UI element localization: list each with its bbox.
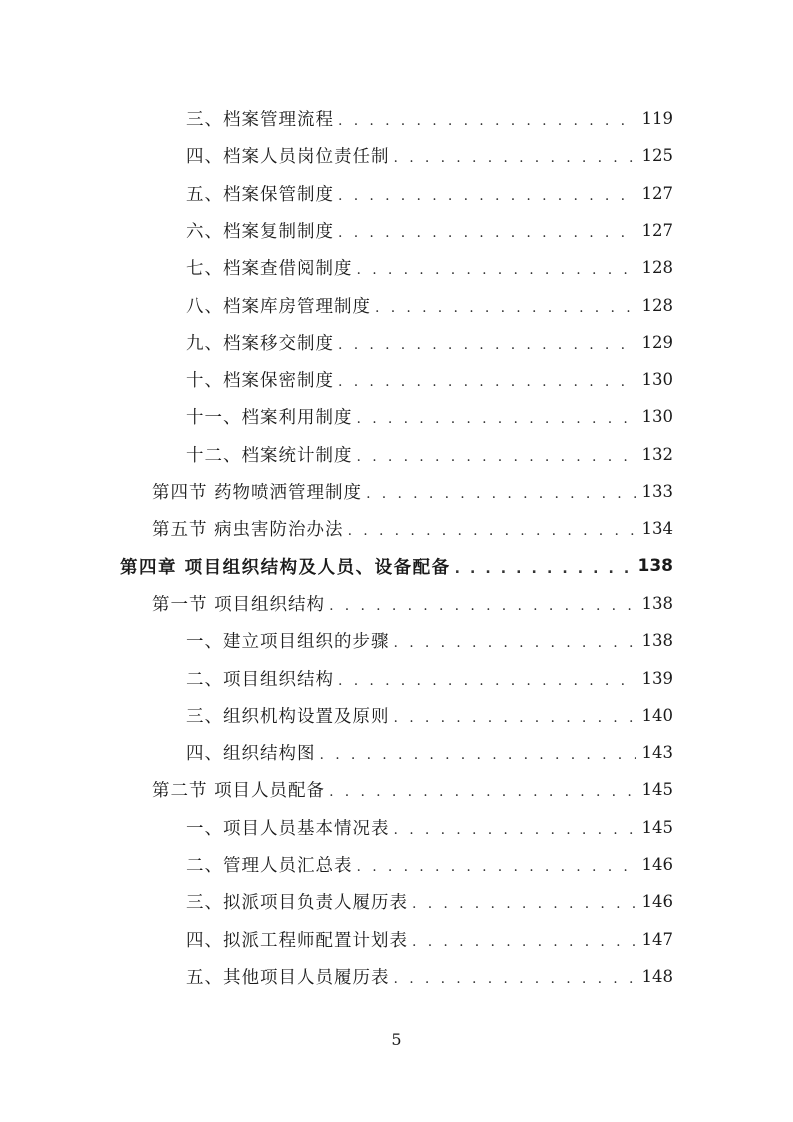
toc-entry-page: 125 (641, 146, 673, 166)
toc-entry-title: 九、档案移交制度 (186, 333, 334, 354)
toc-entry-title: 七、档案查借阅制度 (186, 259, 353, 280)
dot-leader (320, 743, 636, 762)
toc-entry-title: 二、管理人员汇总表 (186, 856, 353, 876)
dot-leader (338, 184, 636, 203)
toc-entry-page: 130 (641, 407, 673, 427)
toc-entry-page: 138 (641, 593, 673, 613)
toc-entry[interactable] (186, 324, 673, 361)
dot-leader (357, 445, 636, 464)
toc-entry-page: 129 (641, 332, 673, 352)
dot-leader (455, 557, 632, 576)
toc-entry-title: 十、档案保密制度 (186, 371, 334, 392)
toc-entry-page: 128 (641, 258, 673, 278)
dot-leader (375, 296, 636, 315)
toc-entry-page: 128 (641, 295, 673, 315)
dot-leader (338, 370, 636, 389)
toc-entry-page: 138 (637, 556, 673, 577)
dot-leader (338, 221, 636, 240)
dot-leader (338, 109, 636, 128)
toc-entry-page: 146 (641, 892, 673, 912)
dot-leader (394, 706, 636, 725)
toc-entry-page: 146 (641, 855, 673, 874)
toc-entry[interactable] (186, 697, 673, 734)
dot-leader (412, 892, 636, 911)
toc-entry-page: 132 (641, 444, 673, 464)
toc-entry-title: 五、其他项目人员履历表 (186, 967, 390, 988)
toc-entry-page: 133 (641, 482, 673, 501)
toc-entry-title: 三、档案管理流程 (186, 110, 334, 130)
dot-leader (338, 669, 636, 688)
toc-entry[interactable] (186, 361, 673, 398)
toc-entry[interactable] (186, 660, 673, 697)
dot-leader (357, 855, 636, 874)
toc-entry-page: 148 (641, 966, 673, 986)
toc-entry-title: 第一节 项目组织结构 (152, 594, 326, 615)
toc-entry[interactable] (186, 100, 673, 137)
toc-entry-page: 127 (641, 183, 673, 203)
toc-entry[interactable] (186, 958, 673, 995)
toc-entry-title: 六、档案复制制度 (186, 221, 334, 242)
toc-entry[interactable] (152, 771, 673, 808)
toc-entry-title: 四、档案人员岗位责任制 (186, 147, 390, 168)
dot-leader (329, 594, 635, 613)
page-number: 5 (391, 1030, 402, 1049)
toc-entry-title: 第五节 病虫害防治办法 (152, 520, 344, 541)
dot-leader (348, 519, 636, 538)
toc-entry-title: 一、项目人员基本情况表 (186, 818, 390, 839)
toc-entry[interactable] (186, 622, 673, 659)
toc-entry[interactable] (186, 212, 673, 249)
dot-leader (394, 146, 636, 165)
toc-entry-page: 140 (641, 705, 673, 725)
toc-entry-title: 十二、档案统计制度 (186, 445, 353, 466)
toc-entry-title: 四、拟派工程师配置计划表 (186, 930, 408, 951)
toc-entry-title: 五、档案保管制度 (186, 184, 334, 205)
toc-entry-title: 第四章 项目组织结构及人员、设备配备 (120, 557, 451, 578)
dot-leader (394, 631, 636, 650)
toc-entry-title: 四、组织结构图 (186, 744, 316, 765)
toc-entry-page: 134 (641, 519, 673, 539)
toc-entry[interactable] (186, 398, 673, 435)
toc-entry[interactable] (120, 548, 673, 585)
dot-leader (357, 258, 636, 277)
toc-entry-page: 145 (641, 817, 673, 837)
toc-entry-title: 二、项目组织结构 (186, 669, 334, 690)
toc-entry-title: 一、建立项目组织的步骤 (186, 632, 390, 653)
toc-entry[interactable] (186, 287, 673, 324)
dot-leader (366, 482, 635, 501)
toc-entry[interactable] (186, 921, 673, 958)
toc-entry-title: 第二节 项目人员配备 (152, 781, 326, 802)
toc-entry-title: 三、组织机构设置及原则 (186, 706, 390, 727)
dot-leader (357, 407, 636, 426)
dot-leader (394, 818, 636, 837)
toc-entry[interactable] (186, 436, 673, 473)
toc-entry-page: 138 (641, 631, 673, 651)
toc-entry-page: 139 (641, 668, 673, 688)
toc-entry[interactable] (186, 137, 673, 174)
toc-entry-page: 119 (641, 109, 673, 128)
toc-entry-page: 130 (641, 370, 673, 390)
toc-entry[interactable] (186, 175, 673, 212)
dot-leader (394, 967, 636, 986)
toc-entry-page: 147 (641, 929, 673, 949)
toc-entry-title: 三、拟派项目负责人履历表 (186, 893, 408, 914)
toc-entry-title: 八、档案库房管理制度 (186, 296, 371, 317)
toc-entry-page: 127 (641, 220, 673, 240)
toc-entry[interactable] (152, 510, 673, 547)
toc-entry[interactable] (152, 585, 673, 622)
toc-entry-page: 145 (641, 780, 673, 800)
toc-entry[interactable] (186, 809, 673, 846)
toc-entry-title: 十一、档案利用制度 (186, 408, 353, 429)
dot-leader (412, 930, 636, 949)
toc-entry-page: 143 (641, 743, 673, 763)
toc-entry[interactable] (186, 734, 673, 771)
toc-entry[interactable] (186, 249, 673, 286)
toc-entry[interactable] (186, 883, 673, 920)
toc-entry[interactable] (186, 846, 673, 883)
dot-leader (338, 333, 636, 352)
toc-entry-title: 第四节 药物喷洒管理制度 (152, 483, 363, 503)
dot-leader (329, 780, 635, 799)
toc-entry[interactable] (152, 473, 673, 510)
